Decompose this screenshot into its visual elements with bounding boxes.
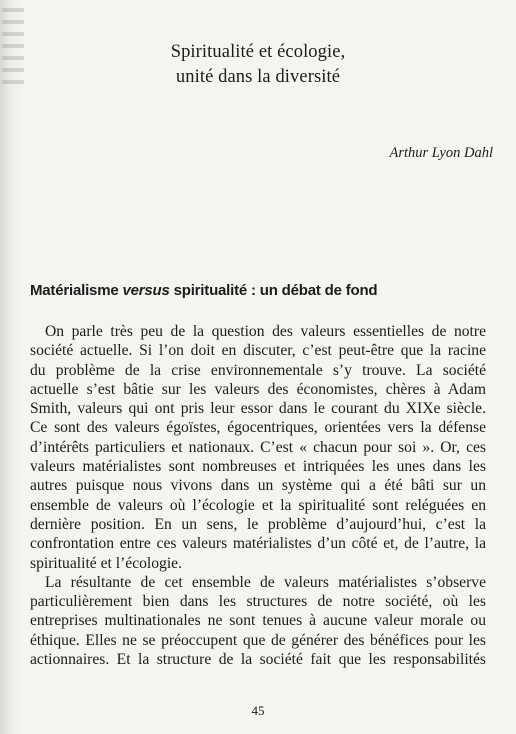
text-line: Smith, valeurs qui ont pris leur essor dans le courant du XIXe siècle. [30, 400, 486, 418]
text-line: particulièrement bien dans les structures de notre société, où les [30, 593, 486, 611]
text-line: On parle très peu de la question des valeurs essentielles de notre [45, 323, 486, 340]
text-line: entreprises multinationales ne sont tenues à aucune valeur morale ou [30, 612, 486, 630]
body-text [30, 322, 486, 669]
text-line: confrontation entre ces valeurs matérialistes d’un côté et, de l’autre, la [30, 535, 486, 553]
text-line: autres puisque nous vivons dans un système qui a été bâti sur un [30, 477, 486, 495]
section-heading [30, 282, 377, 299]
text-line: ensemble de valeurs où l’écologie et la spiritualité sont reléguées en [30, 496, 486, 514]
text-line: valeurs matérialistes sont nombreuses et intriquées les unes dans les [30, 458, 486, 476]
section-heading-emphasis: versus [122, 282, 170, 299]
text-line: actuelle s’est bâtie sur les valeurs des économistes, chères à Adam [30, 380, 486, 398]
text-line: Ce sont des valeurs égoïstes, égocentriques, orientées vers la défense [30, 419, 486, 437]
chapter-title-line-1: Spiritualité et écologie, [170, 42, 346, 62]
text-line: d’intérêts particuliers et nationaux. C’est « chacun pour soi ». Or, ces [30, 438, 486, 456]
text-line: du problème de la crise environnementale s’y trouve. La société [30, 361, 486, 379]
section-heading-pre: Matérialisme [30, 282, 123, 299]
page-number: 45 [251, 703, 265, 718]
text-line: actionnaires. Et la structure de la société fait que les responsabilités [30, 651, 486, 669]
text-line: La résultante de cet ensemble de valeurs matérialistes s’observe [45, 573, 486, 591]
text-line: éthique. Elles ne se préoccupent que de générer des bénéfices pour les [30, 631, 486, 649]
chapter-title-line-2: unité dans la diversité [175, 67, 341, 87]
chapter-author: Arthur Lyon Dahl [389, 145, 493, 161]
text-line: spiritualité et l’écologie. [30, 554, 182, 572]
text-line: société actuelle. Si l’on doit en discuter, c’est peut-être que la racine [30, 342, 486, 360]
section-heading-post: spiritualité : un débat de fond [169, 282, 378, 299]
chapter-title [0, 40, 516, 90]
text-line: dernière position. En un sens, le problème d’aujourd’hui, c’est la [30, 515, 486, 533]
